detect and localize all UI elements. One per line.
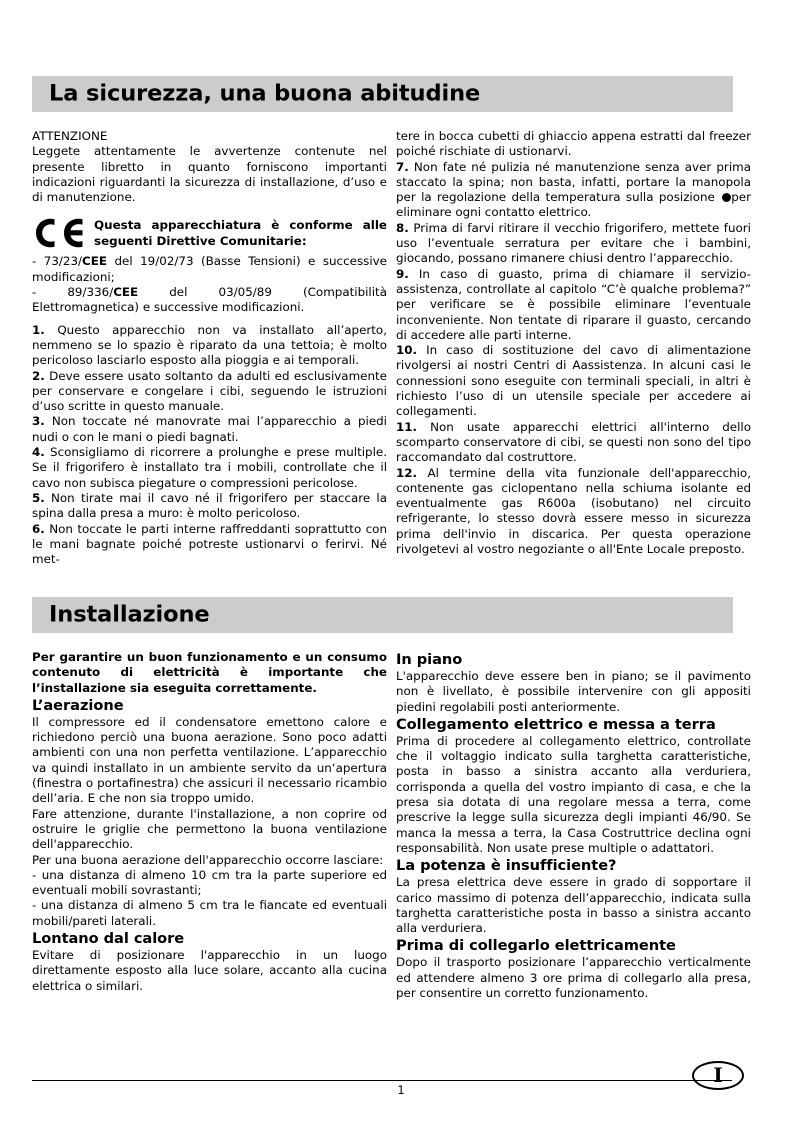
- safety-item: [396, 420, 751, 466]
- safety-item-number: 3.: [32, 414, 45, 429]
- footer-divider: [32, 1080, 732, 1081]
- safety-item-number: 10.: [396, 343, 418, 358]
- safety-item-text: Al termine della vita funzionale dell'apparecchio, contenente gas ciclopentano nella schiuma isolante ed eventualmente gas R600a (isobutano) nel circuito refrigerante, lo stesso dovrà essere messo in sicurezza prima dell'invio in discarica. Per questa operazione rivolgetevi al vostro negoziante o all'Ente Locale preposto.: [396, 465, 751, 557]
- safety-item: [396, 160, 751, 221]
- safety-item-number: 11.: [396, 419, 418, 434]
- safety-item-text: Prima di farvi ritirare il vecchio frigorifero, mettete fuori uso l’eventuale serratura per evitare che i bambini, giocando, possano rimanere chiusi dentro l’apparecchio.: [396, 220, 751, 266]
- safety-item: [396, 267, 751, 343]
- aerazione-bullet: - una distanza di almeno 10 cm tra la parte superiore ed eventuali mobili sovrastanti;: [32, 867, 387, 898]
- aerazione-paragraph: Per una buona aerazione dell'apparecchio occorre lasciare:: [32, 852, 384, 867]
- potenza-insufficiente-paragraph: La presa elettrica deve essere in grado di sopportare il carico massimo di potenza dell’apparecchio, indicata sulla targhetta caratteristiche posta in basso a sinistra accanto alla verduriera.: [396, 875, 751, 936]
- subheading-prima-di-collegarlo: Prima di collegarlo elettricamente: [396, 937, 676, 955]
- ce-directive-1: [32, 254, 387, 285]
- safety-item-text: Non toccate né manovrate mai l’apparecchio a piedi nudi o con le mani o piedi bagnati.: [32, 414, 387, 444]
- safety-item-text-after-dot: per eliminare ogni contatto elettrico.: [396, 190, 751, 220]
- safety-item-text: Non usate apparecchi elettrici all'interno dello scomparto conservatore di cibi, se questi non sono del tipo raccomandato dal costruttore.: [396, 419, 751, 465]
- safety-item: [32, 522, 387, 568]
- safety-continuation: tere in bocca cubetti di ghiaccio appena estratti dal freezer poiché rischiate di ustionarvi.: [396, 129, 751, 159]
- ce-directive-1-pre: - 73/23/: [32, 254, 83, 269]
- safety-item: [32, 369, 387, 415]
- safety-item-number: 7.: [396, 159, 409, 174]
- ce-mark-icon: [32, 216, 90, 250]
- language-badge: [692, 1061, 748, 1094]
- ce-directive-2: [32, 285, 387, 316]
- subheading-aerazione: L’aerazione: [32, 696, 124, 714]
- attenzione-text: Leggete attentamente le avvertenze contenute nel presente libretto in quanto forniscono importanti indicazioni riguardanti la sicurezza di installazione, d’uso e di manutenzione.: [32, 144, 387, 205]
- ce-directive-2-bold: CEE: [113, 285, 139, 300]
- safety-item-text: Non toccate le parti interne raffreddanti soprattutto con le mani bagnate poiché potreste ustionarvi o ferirvi. Né met-: [32, 521, 387, 567]
- safety-item-number: 4.: [32, 445, 45, 460]
- section-banner-installazione: [32, 597, 733, 633]
- section-title-sicurezza: La sicurezza, una buona abitudine: [49, 80, 481, 107]
- subheading-potenza-insufficiente: La potenza è insufficiente?: [396, 857, 617, 875]
- safety-item: [396, 343, 751, 419]
- installazione-left-column: [32, 650, 387, 994]
- safety-item-text: In caso di sostituzione del cavo di alimentazione rivolgersi ai nostri Centri di Aassistenza. In alcuni casi le connessioni sono eseguite con terminali speciali, in altri è richiesto l’uso di un utensile speciale per accedere ai collegamenti.: [396, 343, 751, 419]
- section-banner-sicurezza: [32, 76, 733, 112]
- safety-item-text: Questo apparecchio non va installato all’aperto, nemmeno se lo spazio è riparato da una tettoia; è molto pericoloso lasciarlo esposto alla pioggia e ai temporali.: [32, 322, 387, 368]
- aerazione-paragraph: Il compressore ed il condensatore emettono calore e richiedono perciò una buona aerazione. Sono poco adatti ambienti con una non perfetta ventilazione. L’apparecchio va quindi installato in un ambiente servito da un‘apertura (finestra o portafinestra) che assicuri il necessario ricambio dell’aria. E che non sia troppo umido.: [32, 714, 387, 806]
- sicurezza-right-column: [396, 129, 751, 557]
- section-title-installazione: Installazione: [49, 601, 210, 628]
- safety-item-number: 8.: [396, 220, 409, 235]
- attenzione-label: ATTENZIONE: [32, 129, 108, 143]
- safety-item-number: 6.: [32, 521, 45, 536]
- in-piano-paragraph: L'apparecchio deve essere ben in piano; se il pavimento non è livellato, è possibile intervenire con gli appositi piedini regolabili posti anteriormente.: [396, 669, 751, 714]
- safety-item-number: 9.: [396, 266, 409, 281]
- sicurezza-left-column: [32, 129, 387, 567]
- badge-letter: I: [713, 1063, 723, 1087]
- safety-item: [32, 323, 387, 369]
- subheading-collegamento-elettrico: Collegamento elettrico e messa a terra: [396, 715, 716, 733]
- installazione-right-column: [396, 650, 751, 1001]
- page-number: 1: [397, 1083, 405, 1097]
- safety-item: [32, 491, 387, 522]
- filled-circle-icon: [722, 193, 731, 202]
- ce-directive-1-post: del 19/02/73 (Basse Tensioni) e successive modificazioni;: [32, 254, 387, 284]
- ce-directive-2-pre: - 89/336/: [32, 285, 114, 300]
- safety-item-number: 2.: [32, 368, 45, 383]
- safety-item: [32, 414, 387, 445]
- safety-item-text: Non tirate mai il cavo né il frigorifero per staccare la spina dalla presa a muro: è molto pericoloso.: [32, 490, 387, 521]
- safety-item-text: Sconsigliamo di ricorrere a prolunghe e prese multiple. Se il frigorifero è installato tra i mobili, controllate che il cavo non subisca piegature o compressioni pericolose.: [32, 445, 387, 490]
- safety-item-text: In caso di guasto, prima di chiamare il servizio-assistenza, controllate al capitolo “C’è qualche problema?” per verificare se è possibile eliminare l’eventuale inconveniente. Non tentate di riparare il guasto, cercando di accedere alle parti interne.: [396, 266, 751, 342]
- safety-item-text: Deve essere usato soltanto da adulti ed esclusivamente per conservare e congelare i cibi, seguendo le istruzioni d’uso scritte in questo manuale.: [32, 368, 387, 414]
- safety-item-number: 1.: [32, 322, 45, 337]
- safety-item: [32, 445, 387, 491]
- safety-item-text-before-dot: Non fate né pulizia né manutenzione senza aver prima staccato la spina; non basta, infatti, portare la manopola per la regolazione della temperatura sulla posizione: [396, 159, 751, 205]
- ce-heading: Questa apparecchiatura è conforme alle seguenti Direttive Comunitarie:: [94, 218, 387, 248]
- safety-item-number: 12.: [396, 465, 418, 480]
- collegamento-elettrico-paragraph: Prima di procedere al collegamento elettrico, controllate che il voltaggio indicato sulla targhetta caratteristiche, posta in basso a sinistra accanto alla verduriera, corrisponda a quella del vostro impianto di casa, e che la presa sia dotata di una regolare messa a terra, come prescrive la legge sulla sicurezza degli impianti 46/90. Se manca la messa a terra, la Casa Costruttrice declina ogni responsabilità. Non usate prese multiple o adattatori.: [396, 733, 751, 855]
- safety-item-number: 5.: [32, 490, 45, 505]
- aerazione-bullet: - una distanza di almeno 5 cm tra le fiancate ed eventuali mobili/pareti laterali.: [32, 898, 387, 928]
- safety-item: [396, 221, 751, 267]
- subheading-lontano-dal-calore: Lontano dal calore: [32, 930, 185, 948]
- prima-di-collegarlo-paragraph: Dopo il trasporto posizionare l’apparecchio verticalmente ed attendere almeno 3 ore prima di collegarlo alla presa, per consentire un corretto funzionamento.: [396, 955, 751, 1001]
- ce-directive-1-bold: CEE: [82, 254, 108, 269]
- ce-directive-2-post: del 03/05/89 (Compatibilità Elettromagnetica) e successive modificazioni.: [32, 285, 387, 315]
- safety-item: [396, 466, 751, 558]
- lontano-dal-calore-paragraph: Evitare di posizionare l'apparecchio in un luogo direttamente esposto alla luce solare, accanto alla cucina elettrica o similari.: [32, 948, 387, 993]
- installazione-lead: Per garantire un buon funzionamento e un consumo contenuto di elettricità è importante che l’installazione sia eseguita correttamente.: [32, 650, 387, 695]
- ce-conformity-block: [32, 218, 387, 254]
- subheading-in-piano: In piano: [396, 651, 463, 668]
- aerazione-paragraph: Fare attenzione, durante l'installazione, a non coprire od ostruire le griglie che permettono la buona ventilazione dell'apparecchio.: [32, 806, 387, 852]
